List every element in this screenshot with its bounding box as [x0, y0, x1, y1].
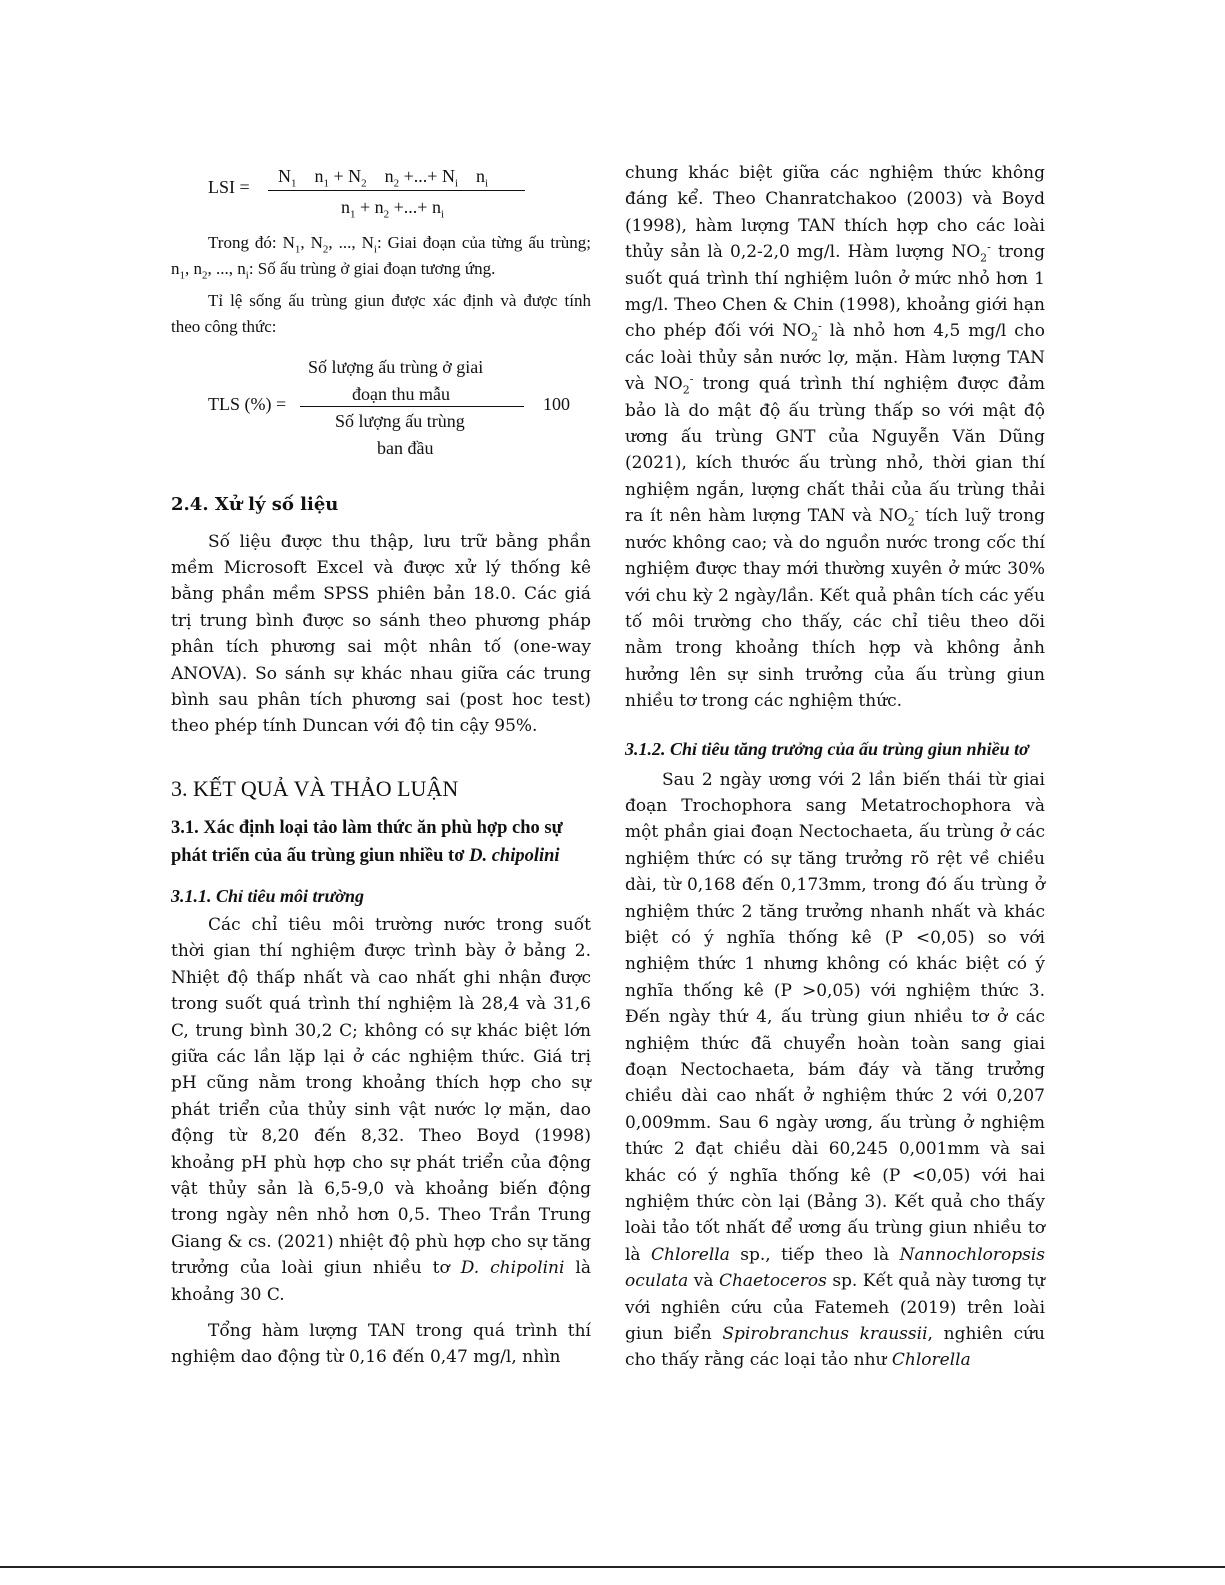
lsi-fraction-line	[268, 190, 525, 191]
tls-lhs: TLS (%) =	[208, 393, 287, 414]
left-column	[171, 160, 591, 1371]
tls-num-line2: đoạn thu mẫu	[352, 383, 450, 404]
lsi-denominator: $n_1 + n_2$ +...+ $n_i$	[341, 197, 445, 221]
tls-fraction-line	[300, 406, 524, 407]
heading-3-1: 3.1. Xác định loại tảo làm thức ăn phù hợp cho sự phát triển của ấu trùng giun nhiều tơ D. chipolini	[171, 817, 563, 866]
lsi-numerator: $N_1$ $n_1 + N_2$ $n_2$ +...+ $N_i$ $n_i$	[278, 166, 489, 190]
tls-den-line2: ban đầu	[377, 437, 434, 458]
para-tan: Tổng hàm lượng TAN trong quá trình thí nghiệm dao động từ 0,16 đến 0,47 mg/l, nhìn	[171, 1320, 591, 1368]
heading-3: 3. KẾT QUẢ VÀ THẢO LUẬN	[171, 775, 459, 801]
tls-num-line1: Số lượng ấu trùng ở giai	[308, 356, 484, 377]
heading-3-1-2: 3.1.2. Chỉ tiêu tăng trưởng của ấu trùng giun nhiều tơ	[625, 738, 1029, 759]
tls-den-line1: Số lượng ấu trùng	[335, 410, 465, 431]
right-column	[625, 160, 1045, 1374]
lsi-lhs: LSI =	[208, 177, 250, 197]
para-data-processing: Số liệu được thu thập, lưu trữ bằng phần mềm Microsoft Excel và được xử lý thống kê bằng phần mềm SPSS phiên bản 18.0. Các giá trị trung bình được so sánh theo phương pháp phân tích phương sai một nhân tố (one-way ANOVA). So sánh sự khác nhau giữa các trung bình sau phân tích phương sai (post hoc test) theo phép tính Duncan với độ tin cậy 95%.	[171, 531, 591, 737]
heading-3-1-1: 3.1.1. Chỉ tiêu môi trường	[171, 885, 364, 906]
heading-2-4: 2.4. Xử lý số liệu	[171, 493, 339, 515]
para-environment: Các chỉ tiêu môi trường nước trong suốt thời gian thí nghiệm được trình bày ở bảng 2. Nhiệt độ thấp nhất và cao nhất ghi nhận được trong suốt quá trình thí nghiệm là 28,4 và 31,6 C, trung bình 30,2 C; không có sự khác biệt lớn giữa các lần lặp lại ở các nghiệm thức. Giá trị pH cũng nằm trong khoảng thích hợp cho sự phát triển của thủy sinh vật nước lợ mặn, dao động từ 8,20 đến 8,32. Theo Boyd (1998) khoảng pH phù hợp cho sự phát triển của động vật thủy sản là 6,5-9,0 và khoảng biến động trong ngày nên nhỏ hơn 0,5. Theo Trần Trung Giang & cs. (2021) nhiệt độ phù hợp cho sự tăng trưởng của loài giun nhiều tơ D. chipolini là khoảng 30 C.	[171, 914, 591, 1305]
tls-formula	[171, 353, 591, 463]
tls-factor: 100	[543, 393, 570, 414]
bottom-rule	[0, 1566, 1225, 1568]
lsi-formula	[171, 160, 591, 224]
para-where: Trong đó: $N_1$, $N_2$, ..., $N_i$: Giai đoạn của từng ấu trùng; $n_1$, $n_2$, ..., $n_i$: Số ấu trùng ở giai đoạn tương ứng.	[171, 233, 592, 282]
para-continued: chung khác biệt giữa các nghiệm thức không đáng kể. Theo Chanratchakoo (2003) và Boyd (1998), hàm lượng TAN thích hợp cho các loài thủy sản là 0,2-2,0 mg/l. Hàm lượng $NO_2^-$ trong suốt quá trình thí nghiệm luôn ở mức nhỏ hơn 1 mg/l. Theo Chen & Chin (1998), khoảng giới hạn cho phép đối với $NO_2^-$ là nhỏ hơn 4,5 mg/l cho các loài thủy sản nước lợ, mặn. Hàm lượng TAN và $NO_2^-$ trong quá trình thí nghiệm được đảm bảo là do mật độ ấu trùng thấp so với mật độ ương ấu trùng GNT của Nguyễn Văn Dũng (2021), kích thước ấu trùng nhỏ, thời gian thí nghiệm ngắn, lượng chất thải của ấu trùng thải ra ít nên hàm lượng TAN và $NO_2^-$ tích luỹ trong nước không cao; và do nguồn nước trong cốc thí nghiệm được thay mới thường xuyên ở mức 30% với chu kỳ 2 ngày/lần. Kết quả phân tích các yếu tố môi trường cho thấy, các chỉ tiêu theo dõi nằm trong khoảng thích hợp và không ảnh hưởng lên sự sinh trưởng của ấu trùng giun nhiều tơ trong các nghiệm thức.	[625, 163, 1045, 712]
para-survival: Tỉ lệ sống ấu trùng giun được xác định và được tính theo công thức:	[171, 290, 591, 337]
para-growth: Sau 2 ngày ương với 2 lần biến thái từ giai đoạn Trochophora sang Metatrochophora và một phần giai đoạn Nectochaeta, ấu trùng ở các nghiệm thức có sự tăng trưởng rõ rệt về chiều dài, từ 0,168 đến 0,173mm, trong đó ấu trùng ở nghiệm thức 2 tăng trưởng nhanh nhất và khác biệt có ý nghĩa thống kê (P <0,05) so với nghiệm thức 1 nhưng không có khác biệt có ý nghĩa thống kê (P >0,05) với nghiệm thức 3. Đến ngày thứ 4, ấu trùng giun nhiều tơ ở các nghiệm thức đã chuyển hoàn toàn sang giai đoạn Nectochaeta, bám đáy và tăng trưởng chiều dài cao nhất ở nghiệm thức 2 với 0,207 0,009mm. Sau 6 ngày ương, ấu trùng ở nghiệm thức 2 đạt chiều dài 60,245 0,001mm và sai khác có ý nghĩa thống kê (P <0,05) với hai nghiệm thức còn lại (Bảng 3). Kết quả cho thấy loài tảo tốt nhất để ương ấu trùng giun nhiều tơ là Chlorella sp., tiếp theo là Nannochloropsis oculata và Chaetoceros sp. Kết quả này tương tự với nghiên cứu của Fatemeh (2019) trên loài giun biển Spirobranchus kraussii, nghiên cứu cho thấy rằng các loại tảo như Chlorella	[625, 769, 1045, 1371]
